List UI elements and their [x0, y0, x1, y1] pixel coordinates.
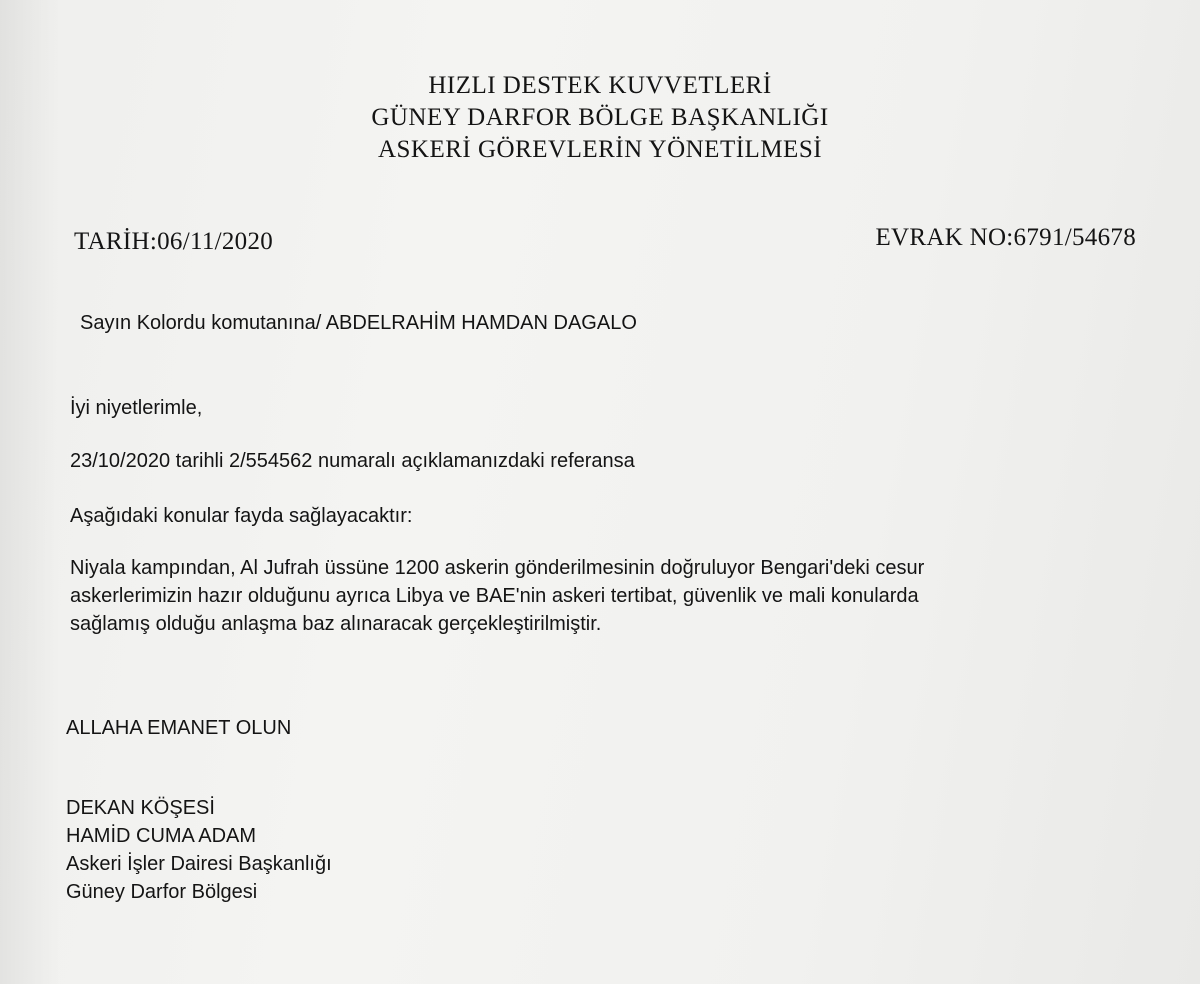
recipient-line: Sayın Kolordu komutanına/ ABDELRAHİM HAMDAN DAGALO [80, 312, 637, 334]
greeting-line: İyi niyetlerimle, [70, 397, 203, 419]
signature-title: DEKAN KÖŞESİ [66, 797, 215, 819]
intro-line: Aşağıdaki konular fayda sağlayacaktır: [70, 505, 413, 527]
paragraph-line: Niyala kampından, Al Jufrah üssüne 1200 askerin gönderilmesinin doğruluyor Bengari'deki cesur [70, 557, 925, 579]
reference-line: 23/10/2020 tarihli 2/554562 numaralı açıklamanızdaki referansa [70, 450, 635, 472]
signature-name: HAMİD CUMA ADAM [66, 825, 257, 847]
header-line-1: HIZLI DESTEK KUVVETLERİ [428, 72, 772, 99]
header-line-2: GÜNEY DARFOR BÖLGE BAŞKANLIĞI [371, 104, 829, 131]
signature-region: Güney Darfor Bölgesi [66, 881, 258, 903]
document-number: EVRAK NO:6791/54678 [875, 224, 1136, 251]
signature-department: Askeri İşler Dairesi Başkanlığı [66, 853, 332, 875]
paragraph-line: sağlamış olduğu anlaşma baz alınaracak gerçekleştirilmiştir. [70, 613, 602, 635]
document-date: TARİH:06/11/2020 [74, 228, 274, 255]
paragraph-line: askerlerimizin hazır olduğunu ayrıca Libya ve BAE'nin askeri tertibat, güvenlik ve mali konularda [70, 585, 919, 607]
header-line-3: ASKERİ GÖREVLERİN YÖNETİLMESİ [377, 136, 823, 163]
closing-line: ALLAHA EMANET OLUN [66, 717, 292, 739]
